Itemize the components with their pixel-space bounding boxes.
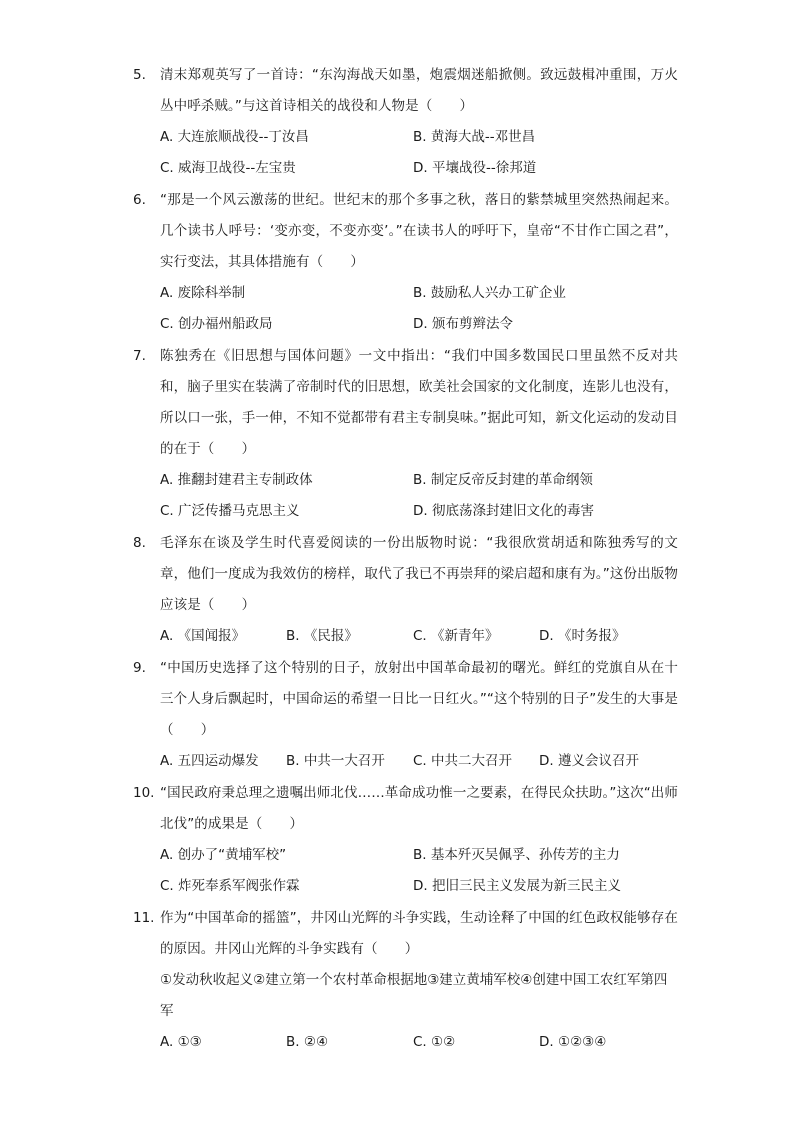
option-d[interactable]: D. 遵义会议召开 (539, 753, 639, 769)
options (160, 122, 678, 184)
question-5 (133, 60, 678, 184)
question-8 (133, 528, 678, 652)
option-b[interactable]: B. 《民报》 (286, 628, 358, 644)
option-c[interactable]: C. 创办福州船政局 (160, 316, 273, 332)
option-b[interactable]: B. 中共一大召开 (286, 753, 385, 769)
question-10 (133, 778, 678, 902)
option-a[interactable]: A. 大连旅顺战役--丁汝昌 (160, 129, 309, 145)
option-a[interactable]: A. 推翻封建君主专制政体 (160, 472, 313, 488)
question-number: 9. (133, 660, 146, 676)
question-number: 6. (133, 192, 146, 208)
question-9 (133, 653, 678, 777)
question-7 (133, 341, 678, 527)
option-d[interactable]: D. ①②③④ (539, 1034, 607, 1050)
option-a[interactable]: A. 废除科举制 (160, 285, 246, 301)
question-text: 毛泽东在谈及学生时代喜爱阅读的一份出版物时说：“我很欣赏胡适和陈独秀写的文章，他们一度成为我效仿的榜样，取代了我已不再崇拜的梁启超和康有为。”这份出版物应该是（ ） (160, 535, 678, 613)
option-c[interactable]: C. 广泛传播马克思主义 (160, 503, 300, 519)
option-a[interactable]: A. 《国闻报》 (160, 628, 246, 644)
option-b[interactable]: B. 黄海大战--邓世昌 (413, 129, 536, 145)
options (160, 1027, 678, 1058)
option-c[interactable]: C. 中共二大召开 (413, 753, 513, 769)
question-11 (133, 903, 678, 1058)
question-text: 清末郑观英写了一首诗：“东沟海战天如墨，炮震烟迷船掀侧。致远鼓楫冲重围，万火丛中呼杀贼。”与这首诗相关的战役和人物是（ ） (160, 67, 678, 114)
question-number: 10. (133, 785, 155, 801)
option-a[interactable]: A. ①③ (160, 1034, 202, 1050)
options (160, 465, 678, 527)
option-d[interactable]: D. 颁布剪辫法令 (413, 316, 513, 332)
options (160, 746, 678, 777)
option-c[interactable]: C. ①② (413, 1034, 456, 1050)
options (160, 621, 678, 652)
options (160, 278, 678, 340)
sub-statements: ①发动秋收起义②建立第一个农村革命根据地③建立黄埔军校④创建中国工农红军第四军 (160, 972, 668, 1019)
question-text: 作为“中国革命的摇篮”，井冈山光辉的斗争实践，生动诠释了中国的红色政权能够存在的原因。井冈山光辉的斗争实践有（ ） (160, 910, 678, 957)
question-number: 5. (133, 67, 146, 83)
option-d[interactable]: D. 把旧三民主义发展为新三民主义 (413, 878, 621, 894)
option-c[interactable]: C. 《新青年》 (413, 628, 499, 644)
question-number: 11. (133, 910, 155, 926)
option-a[interactable]: A. 五四运动爆发 (160, 753, 259, 769)
option-d[interactable]: D. 《时务报》 (539, 628, 626, 644)
question-number: 8. (133, 535, 146, 551)
question-text: “那是一个风云激荡的世纪。世纪末的那个多事之秋，落日的紫禁城里突然热闹起来。几个读书人呼号：‘变亦变，不变亦变’。”在读书人的呼吁下，皇帝“不甘作亡国之君”，实行变法，其具体措施有（ ） (160, 192, 678, 270)
question-number: 7. (133, 348, 146, 364)
option-b[interactable]: B. 基本歼灭吴佩孚、孙传芳的主力 (413, 847, 620, 863)
option-c[interactable]: C. 炸死奉系军阀张作霖 (160, 878, 300, 894)
question-text: 陈独秀在《旧思想与国体问题》一文中指出：“我们中国多数国民口里虽然不反对共和，脑子里实在装满了帝制时代的旧思想，欧美社会国家的文化制度，连影儿也没有，所以口一张，手一伸，不知不觉都带有君主专制臭味。”据此可知，新文化运动的发动目的在于（ ） (160, 348, 678, 457)
option-b[interactable]: B. 鼓励私人兴办工矿企业 (413, 285, 566, 301)
option-c[interactable]: C. 威海卫战役--左宝贵 (160, 160, 296, 176)
option-b[interactable]: B. ②④ (286, 1034, 329, 1050)
question-text: “国民政府秉总理之遗嘱出师北伐……革命成功惟一之要素，在得民众扶助。”这次“出师北伐”的成果是（ ） (160, 785, 678, 832)
option-d[interactable]: D. 平壤战役--徐邦道 (413, 160, 537, 176)
option-b[interactable]: B. 制定反帝反封建的革命纲领 (413, 472, 593, 488)
option-d[interactable]: D. 彻底荡涤封建旧文化的毒害 (413, 503, 594, 519)
question-text: “中国历史选择了这个特别的日子，放射出中国革命最初的曙光。鲜红的党旗自从在十三个人身后飘起时，中国命运的希望一日比一日红火。”“这个特别的日子”发生的大事是（ ） (160, 660, 678, 738)
options (160, 840, 678, 902)
question-6 (133, 185, 678, 340)
option-a[interactable]: A. 创办了“黄埔军校” (160, 847, 287, 863)
